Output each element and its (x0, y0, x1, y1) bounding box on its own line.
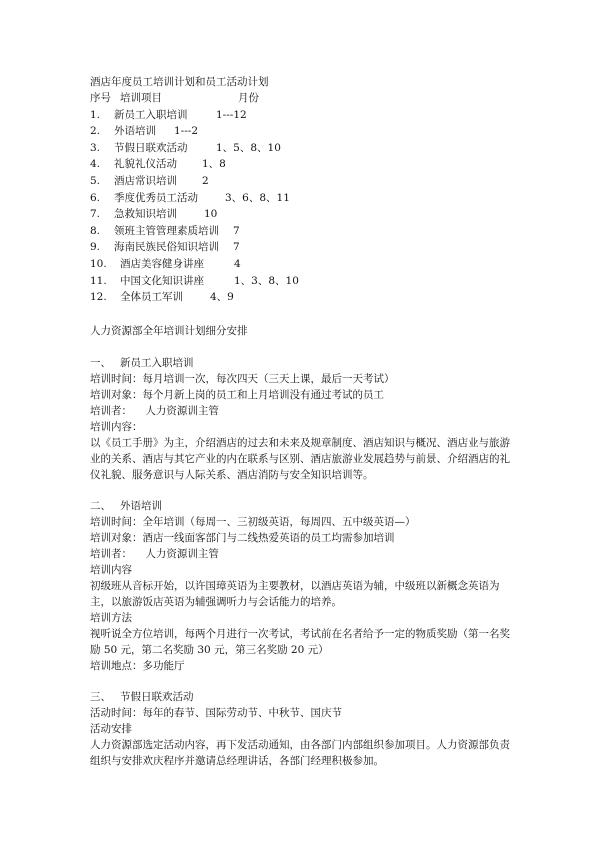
section-line: 活动安排 (90, 723, 132, 735)
item-name: 新员工入职培训 (114, 108, 188, 121)
training-plan-table (90, 90, 530, 306)
item-name: 外语培训 (114, 125, 156, 138)
table-row (90, 123, 530, 140)
item-months: 1---12 (216, 108, 247, 121)
item-name: 海南民族民俗知识培训 (114, 241, 219, 254)
item-months: 1---2 (174, 125, 199, 138)
section-number: 二、 (90, 500, 111, 512)
section-line: 培训时间：每月培训一次，每次四天（三天上课，最后一天考试） (90, 373, 395, 385)
item-num: 11. (90, 274, 107, 287)
table-row (90, 239, 530, 256)
item-num: 5. (90, 174, 101, 187)
item-months: 1、3、8、10 (234, 274, 299, 287)
section-line: 培训地点：多功能厅 (90, 660, 185, 672)
item-months: 7 (233, 224, 240, 237)
section-heading (90, 689, 510, 705)
document-title: 酒店年度员工培训计划和员工活动计划 (90, 76, 269, 88)
section-line: 培训对象：每个月新上岗的员工和上月培训没有通过考试的员工 (90, 389, 384, 401)
item-months: 10 (204, 208, 218, 221)
table-row (90, 107, 530, 124)
item-name: 中国文化知识讲座 (120, 274, 204, 287)
item-name: 领班主管管理素质培训 (114, 224, 219, 237)
item-num: 1. (90, 108, 101, 121)
item-name: 季度优秀员工活动 (114, 191, 198, 204)
table-row (90, 140, 530, 157)
item-num: 8. (90, 224, 101, 237)
section-paragraph: 以《员工手册》为主，介绍酒店的过去和未来及规章制度、酒店知识与概况、酒店业与旅游业的关系、酒店与其它产业的内在联系与区别、酒店旅游业发展趋势与前景、介绍酒店的礼仪礼貌、服务意识与人际关系、酒店消防与安全知识培训等。 (90, 437, 510, 481)
item-num: 2. (90, 125, 101, 138)
section-new-staff (90, 355, 510, 483)
table-row (90, 223, 530, 240)
table-header (90, 90, 530, 107)
plan-title: 人力资源部全年培训计划细分安排 (90, 325, 248, 337)
item-months: 3、6、8、11 (225, 191, 290, 204)
section-line: 培训内容： (90, 421, 143, 433)
item-months: 1、8 (202, 158, 226, 171)
section-paragraph: 视听说全方位培训，每两个月进行一次考试，考试前在名者给予一定的物质奖励（第一名奖励 50 元，第二名奖励 30 元，第三名奖励 20 元） (90, 628, 510, 656)
item-months: 4 (234, 257, 241, 270)
header-month: 月份 (238, 92, 259, 104)
item-num: 6. (90, 191, 101, 204)
item-name: 全体员工军训 (120, 291, 183, 304)
section-paragraph: 人力资源部选定活动内容，再下发活动通知，由各部门内部组织参加项目。人力资源部负责组织与安排欢庆程序并邀请总经理讲话，各部门经理积极参加。 (90, 739, 510, 767)
item-name: 急救知识培训 (114, 208, 177, 221)
item-name: 酒店常识培训 (114, 174, 177, 187)
header-item: 培训项目 (120, 92, 162, 104)
section-title: 节假日联欢活动 (120, 691, 194, 703)
section-line: 培训者： 人力资源训主管 (90, 548, 219, 560)
header-seq: 序号 (90, 92, 111, 104)
table-row (90, 273, 530, 290)
item-name: 礼貌礼仪活动 (114, 158, 177, 171)
section-title: 外语培训 (120, 500, 162, 512)
section-number: 一、 (90, 357, 111, 369)
table-row (90, 289, 530, 306)
table-row (90, 206, 530, 223)
item-name: 节假日联欢活动 (114, 141, 188, 154)
table-row (90, 256, 530, 273)
item-months: 7 (233, 241, 240, 254)
section-line: 培训方法 (90, 612, 132, 624)
item-num: 7. (90, 208, 101, 221)
section-holiday-activities (90, 689, 510, 769)
section-foreign-language (90, 498, 510, 674)
item-num: 3. (90, 141, 101, 154)
item-months: 1、5、8、10 (216, 141, 281, 154)
section-line: 活动时间：每年的春节、国际劳动节、中秋节、国庆节 (90, 707, 342, 719)
item-num: 10. (90, 257, 107, 270)
table-row (90, 190, 530, 207)
table-row (90, 156, 530, 173)
section-line: 培训对象：酒店一线面客部门与二线热爱英语的员工均需参加培训 (90, 532, 395, 544)
item-months: 4、9 (210, 291, 234, 304)
item-num: 9. (90, 241, 101, 254)
section-heading (90, 498, 510, 514)
item-name: 酒店美容健身讲座 (120, 257, 204, 270)
item-num: 4. (90, 158, 101, 171)
section-line: 培训者： 人力资源训主管 (90, 405, 219, 417)
section-line: 培训内容 (90, 564, 132, 576)
section-line: 培训时间：全年培训（每周一、三初级英语，每周四、五中级英语—） (90, 516, 416, 528)
item-months: 2 (202, 174, 209, 187)
section-paragraph: 初级班从音标开始，以许国璋英语为主要教材，以酒店英语为辅，中级班以新概念英语为主，以旅游饭店英语为辅强调听力与会话能力的培养。 (90, 580, 500, 608)
table-row (90, 173, 530, 190)
item-num: 12. (90, 291, 107, 304)
section-number: 三、 (90, 691, 111, 703)
section-heading (90, 355, 510, 371)
section-title: 新员工入职培训 (120, 357, 194, 369)
